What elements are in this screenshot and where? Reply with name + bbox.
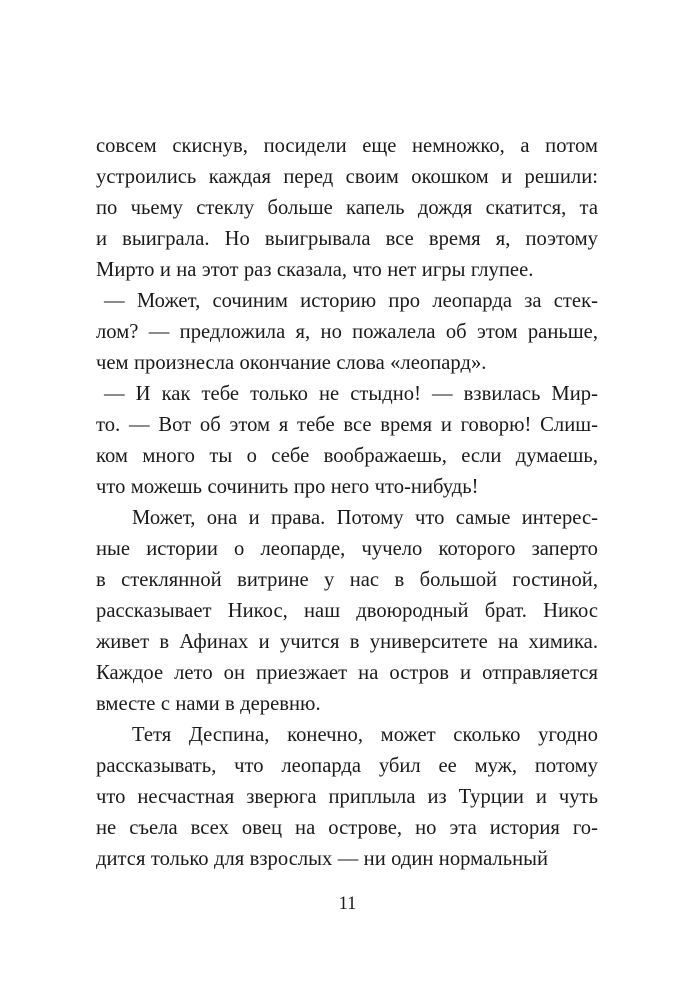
text-line: что несчастная зверюга приплыла из Турции и чуть: [96, 786, 598, 808]
paragraph-narrative-2: [96, 720, 598, 875]
text-line: рассказывает Никос, наш двоюродный брат. Никос: [96, 600, 598, 622]
paragraph-narrative-1: [96, 503, 598, 720]
text-line: не съела всех овец на острове, но эта история го-: [96, 817, 598, 839]
text-line: устроились каждая перед своим окошком и решили:: [96, 166, 598, 188]
text-line: Мирто и на этот раз сказала, что нет игры глупее.: [96, 259, 534, 281]
text-line: совсем скиснув, посидели еще немножко, а потом: [96, 135, 598, 157]
text-line: дится только для взрослых — ни один нормальный: [96, 848, 549, 870]
text-line: лом? — предложила я, но пожалела об этом раньше,: [96, 321, 598, 343]
text-line: вместе с нами в деревню.: [96, 693, 321, 715]
text-line: ком много ты о себе воображаешь, если думаешь,: [96, 445, 598, 467]
text-line: живет в Афинах и учится в университете на химика.: [96, 631, 598, 653]
page-text-block: [96, 131, 598, 875]
page-number: 11: [338, 894, 357, 914]
text-line: то. — Вот об этом я тебе все время и говорю! Слиш-: [96, 414, 598, 436]
text-line: чем произнесла окончание слова «леопард».: [96, 352, 487, 374]
paragraph-dialogue-1: [96, 286, 598, 379]
text-line: — И как тебе только не стыдно! — взвилась Мир-: [104, 383, 598, 405]
text-line: — Может, сочиним историю про леопарда за стек-: [104, 290, 598, 312]
text-line: в стеклянной витрине у нас в большой гостиной,: [96, 569, 598, 591]
text-line: Может, она и права. Потому что самые интерес-: [132, 507, 598, 529]
paragraph-continuation: [96, 131, 598, 286]
text-line: рассказывать, что леопарда убил ее муж, потому: [96, 755, 598, 777]
text-line: ные истории о леопарде, чучело которого заперто: [96, 538, 598, 560]
text-line: что можешь сочинить про него что-нибудь!: [96, 476, 479, 498]
paragraph-dialogue-2: [96, 379, 598, 503]
text-line: и выиграла. Но выигрывала все время я, поэтому: [96, 228, 598, 250]
text-line: по чьему стеклу больше капель дождя скатится, та: [96, 197, 598, 219]
text-line: Каждое лето он приезжает на остров и отправляется: [96, 662, 598, 684]
text-line: Тетя Деспина, конечно, может сколько угодно: [132, 724, 598, 746]
